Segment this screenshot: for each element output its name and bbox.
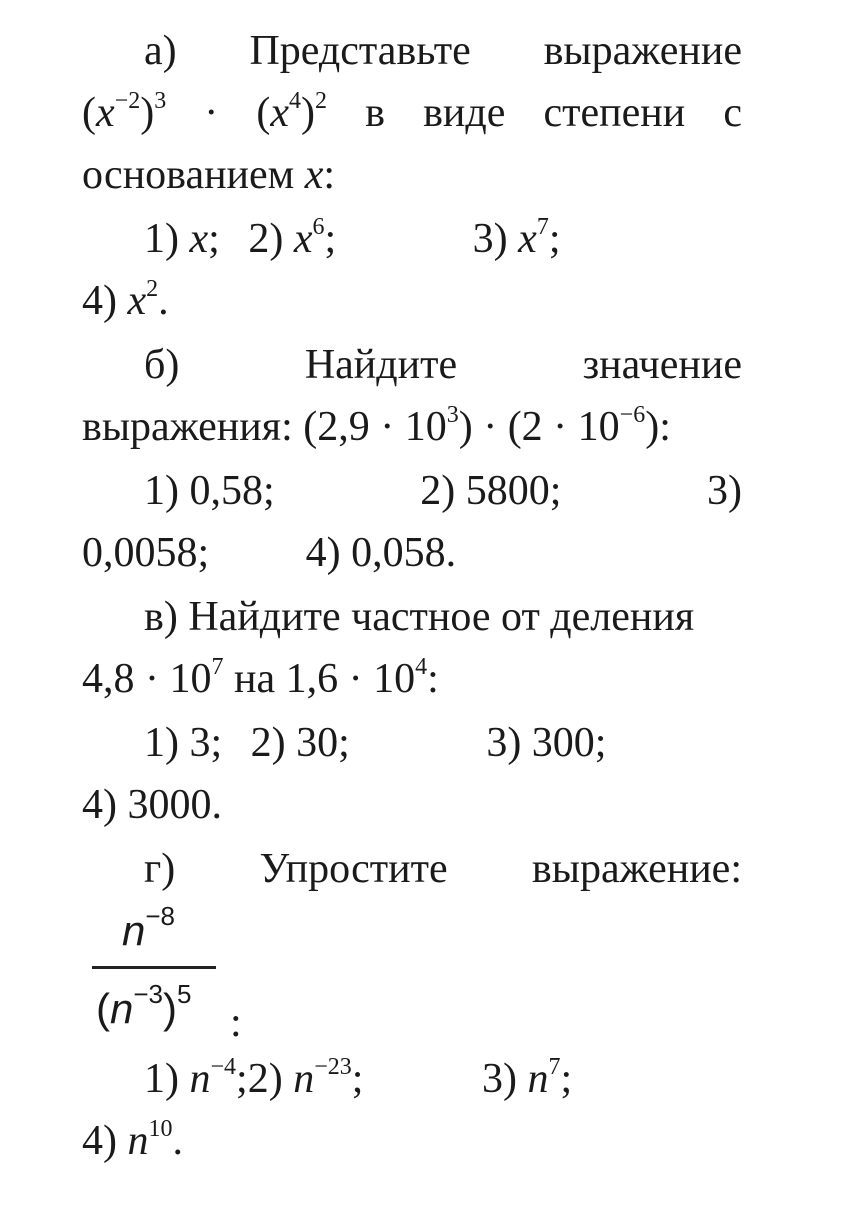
task-b-answers-cont — [82, 522, 742, 584]
task-a-header — [82, 20, 742, 82]
task-c-header — [82, 586, 742, 648]
fraction-denominator: $(n^{-3})^5$ — [96, 979, 192, 1032]
task-b-expression — [82, 396, 742, 458]
task-a-expr-part1: $(x^{-2})^3$ — [82, 88, 167, 136]
task-a-answer-4-line — [82, 270, 742, 332]
task-a-answer-1[interactable]: 1) x; — [144, 216, 220, 262]
task-a-verb: Представьте — [249, 28, 471, 74]
task-a-noun: выражение — [543, 28, 742, 74]
task-a-answer-3[interactable]: 3) $x^7$; — [472, 214, 561, 262]
task-a-expr-stepeni: степени — [543, 90, 686, 136]
task-d-answers — [82, 1048, 742, 1110]
task-a-base-text: основанием — [82, 152, 295, 198]
task-c-expression — [82, 648, 742, 710]
task-b-verb: Найдите — [304, 342, 458, 388]
task-b-answer-1[interactable]: 1) 0,58; — [144, 468, 275, 514]
task-b-answer-2[interactable]: 2) 5800; — [420, 468, 562, 514]
task-c-header-text: в) Найдите частное от деления — [144, 594, 695, 640]
task-d-answer-1[interactable]: 1) $п^{-4}$; — [144, 1054, 248, 1102]
task-c-expr-text: $4,8 \cdot 10^7$ на $1,6 \cdot 10^4$: — [82, 654, 439, 702]
task-c-answer-4-line — [82, 774, 742, 836]
task-b-answer-3-value[interactable]: 0,0058; — [82, 530, 210, 576]
task-a-expr-dot: · — [204, 90, 219, 136]
task-a-expression — [82, 82, 742, 144]
fraction-numerator: $n^{-8}$ — [122, 901, 176, 954]
task-d-header — [82, 838, 742, 900]
task-a-base-line: основанием x: — [82, 152, 336, 198]
task-b-label: б) — [144, 342, 180, 388]
task-c-answer-1[interactable]: 1) 3; — [144, 720, 223, 766]
task-d-verb: Упростите — [259, 846, 448, 892]
task-d-answer-3[interactable]: 3) $п^7$; — [481, 1054, 573, 1102]
task-a-expr-in: в — [365, 90, 385, 136]
task-a-answers — [82, 208, 742, 270]
task-c-answer-4[interactable]: 4) 3000. — [82, 782, 222, 828]
worksheet — [82, 20, 742, 1172]
task-a-base-var: x — [304, 152, 324, 198]
task-b-expr-text: выражения: $(2,9 \cdot 10^3) \cdot (2 \cdot 10^{-6})$: — [82, 402, 671, 450]
task-a-expr-vide: виде — [423, 90, 506, 136]
task-a-label: а) — [144, 28, 177, 74]
task-c-answer-2[interactable]: 2) 30; — [250, 720, 350, 766]
task-b-answer-4[interactable]: 4) 0,058. — [305, 530, 457, 576]
task-a-expr-s: с — [723, 90, 742, 136]
task-c-answers — [82, 712, 742, 774]
task-d-noun: выражение: — [531, 846, 742, 892]
task-c-answer-3[interactable]: 3) 300; — [486, 720, 607, 766]
task-d-answer-4[interactable]: 4) $п^{10}$. — [82, 1116, 183, 1164]
task-d-answer-2[interactable]: 2) $п^{-23}$; — [247, 1054, 364, 1102]
task-d-fraction-block — [82, 900, 742, 1050]
task-a-answer-4[interactable]: 4) $x^2$. — [82, 276, 169, 324]
task-b-answer-3-label[interactable]: 3) — [707, 468, 742, 514]
task-a-answer-2[interactable]: 2) $x^6$; — [248, 214, 337, 262]
task-b-noun: значение — [582, 342, 742, 388]
task-b-answers — [82, 460, 742, 522]
task-b-header — [82, 334, 742, 396]
task-a-expr-part2: $(x^4)^2$ — [256, 88, 328, 136]
fraction-bar — [92, 966, 216, 969]
task-d-label: г) — [144, 846, 176, 892]
task-d-answer-4-line — [82, 1110, 742, 1172]
task-d-colon: : — [230, 1000, 242, 1046]
